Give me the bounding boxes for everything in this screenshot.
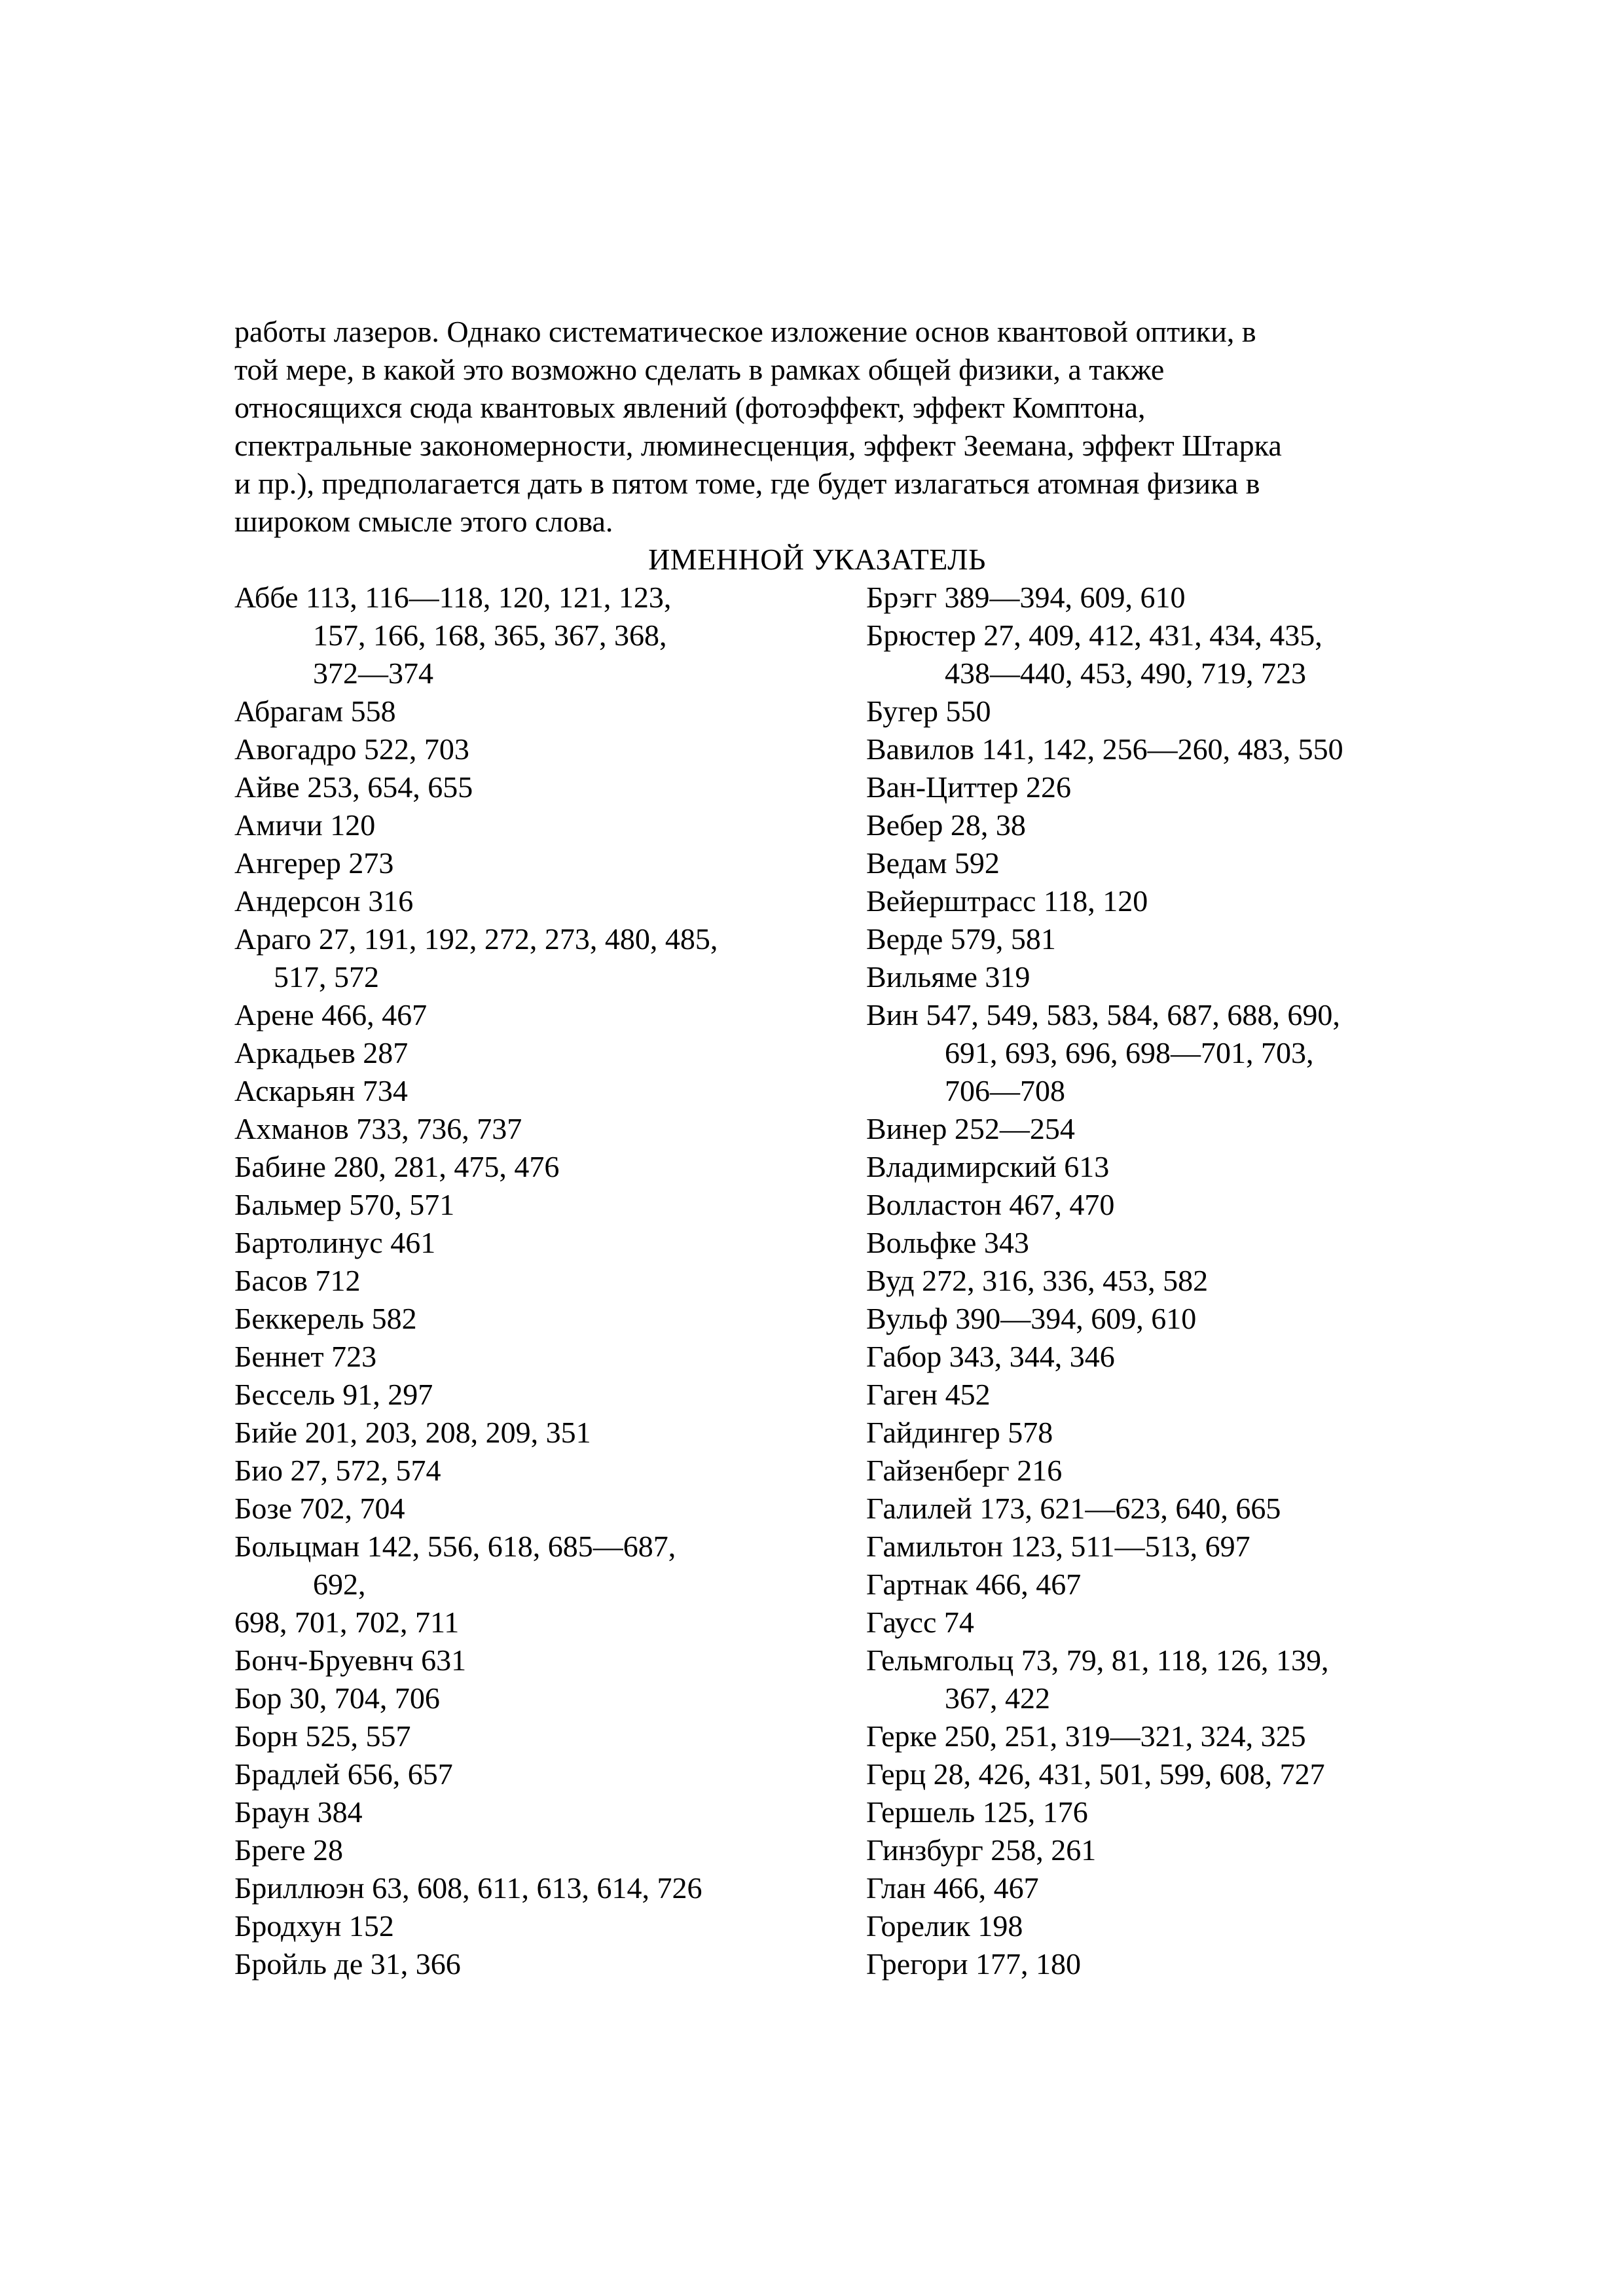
index-entry: Бабине 280, 281, 475, 476 <box>234 1150 560 1183</box>
index-entry: Гинзбург 258, 261 <box>866 1833 1097 1867</box>
index-entry-continuation: 517, 572 <box>274 960 379 994</box>
index-entry: Био 27, 572, 574 <box>234 1454 441 1487</box>
document-page <box>234 313 1400 2018</box>
index-entry: Бугер 550 <box>866 694 991 728</box>
index-entry: Гершель 125, 176 <box>866 1795 1088 1829</box>
index-entry-continuation: 438—440, 453, 490, 719, 723 <box>945 656 1306 690</box>
index-entry-continuation: 372—374 <box>313 656 433 690</box>
index-entry: Галилей 173, 621—623, 640, 665 <box>866 1492 1281 1525</box>
index-entry: Ван-Циттер 226 <box>866 770 1071 804</box>
index-entry: Браун 384 <box>234 1795 363 1829</box>
index-entry: Беккерель 582 <box>234 1302 417 1335</box>
index-entry: Гамильтон 123, 511—513, 697 <box>866 1530 1250 1563</box>
index-entry: Герц 28, 426, 431, 501, 599, 608, 727 <box>866 1757 1325 1791</box>
intro-line: работы лазеров. Однако систематическое изложение основ квантовой оптики, в <box>234 315 1256 348</box>
index-entry: Вавилов 141, 142, 256—260, 483, 550 <box>866 732 1343 766</box>
index-entry-continuation: 706—708 <box>945 1074 1065 1107</box>
index-entry: Бродхун 152 <box>234 1909 394 1943</box>
index-entry: Владимирский 613 <box>866 1150 1110 1183</box>
index-entry: Аббе 113, 116—118, 120, 121, 123, <box>234 581 672 614</box>
index-entry: Бальмер 570, 571 <box>234 1188 455 1221</box>
index-entry: Гаген 452 <box>866 1378 991 1411</box>
intro-line: спектральные закономерности, люминесценция, эффект Зеемана, эффект Штарка <box>234 429 1282 462</box>
index-entry-continuation: 367, 422 <box>945 1681 1050 1715</box>
index-entry: Бройль де 31, 366 <box>234 1947 461 1981</box>
index-entry: Гартнак 466, 467 <box>866 1568 1082 1601</box>
index-entry: Авогадро 522, 703 <box>234 732 469 766</box>
index-entry: Бозе 702, 704 <box>234 1492 405 1525</box>
index-entry: Араго 27, 191, 192, 272, 273, 480, 485, <box>234 922 718 956</box>
index-entry: Габор 343, 344, 346 <box>866 1340 1115 1373</box>
index-entry: Вуд 272, 316, 336, 453, 582 <box>866 1264 1209 1297</box>
index-entry: Гельмгольц 73, 79, 81, 118, 126, 139, <box>866 1643 1329 1677</box>
index-entry: Аскарьян 734 <box>234 1074 408 1107</box>
index-entry: Бриллюэн 63, 608, 611, 613, 614, 726 <box>234 1871 702 1905</box>
index-entry: Брэгг 389—394, 609, 610 <box>866 581 1186 614</box>
index-entry: Вебер 28, 38 <box>866 808 1026 842</box>
intro-line: относящихся сюда квантовых явлений (фотоэффект, эффект Комптона, <box>234 391 1146 424</box>
index-entry: Брадлей 656, 657 <box>234 1757 453 1791</box>
index-column-right <box>866 579 1400 1983</box>
intro-line-last: широком смысле этого слова. <box>234 505 613 538</box>
index-entry: Брюстер 27, 409, 412, 431, 434, 435, <box>866 619 1322 652</box>
index-entry: Гаусс 74 <box>866 1605 974 1639</box>
index-entry: Борн 525, 557 <box>234 1719 411 1753</box>
index-entry: Ахманов 733, 736, 737 <box>234 1112 522 1145</box>
index-entry: Аркадьев 287 <box>234 1036 409 1069</box>
index-entry: Горелик 198 <box>866 1909 1023 1943</box>
index-entry-continuation: 692, <box>313 1568 366 1601</box>
index-columns <box>234 579 1400 2018</box>
index-entry: Амичи 120 <box>234 808 376 842</box>
index-entry: Вульф 390—394, 609, 610 <box>866 1302 1197 1335</box>
index-entry: Герке 250, 251, 319—321, 324, 325 <box>866 1719 1306 1753</box>
index-entry: Бартолинус 461 <box>234 1226 436 1259</box>
index-entry: Бийе 201, 203, 208, 209, 351 <box>234 1416 591 1449</box>
intro-line: той мере, в какой это возможно сделать в рамках общей физики, а также <box>234 353 1165 386</box>
index-entry: Ангерер 273 <box>234 846 394 880</box>
index-entry: Бреге 28 <box>234 1833 344 1867</box>
index-entry: Гайзенберг 216 <box>866 1454 1063 1487</box>
index-heading: ИМЕННОЙ УКАЗАТЕЛЬ <box>648 543 986 576</box>
index-entry: Винер 252—254 <box>866 1112 1075 1145</box>
index-entry: Глан 466, 467 <box>866 1871 1039 1905</box>
intro-paragraph <box>234 313 1400 541</box>
index-entry: Айве 253, 654, 655 <box>234 770 473 804</box>
index-entry: Арене 466, 467 <box>234 998 428 1031</box>
index-entry: Басов 712 <box>234 1264 361 1297</box>
index-entry: Андерсон 316 <box>234 884 414 918</box>
index-entry: Абрагам 558 <box>234 694 396 728</box>
index-entry-continuation: 157, 166, 168, 365, 367, 368, <box>313 619 667 652</box>
index-entry: 698, 701, 702, 711 <box>234 1605 460 1639</box>
index-entry: Гайдингер 578 <box>866 1416 1053 1449</box>
index-entry: Больцман 142, 556, 618, 685—687, <box>234 1530 676 1563</box>
index-entry: Грегори 177, 180 <box>866 1947 1081 1981</box>
index-entry: Ведам 592 <box>866 846 1000 880</box>
index-entry: Вин 547, 549, 583, 584, 687, 688, 690, <box>866 998 1340 1031</box>
index-entry-continuation: 691, 693, 696, 698—701, 703, <box>945 1036 1314 1069</box>
index-entry: Вейерштрасс 118, 120 <box>866 884 1148 918</box>
intro-line: и пр.), предполагается дать в пятом томе, где будет излагаться атомная физика в <box>234 467 1260 500</box>
index-entry: Вильяме 319 <box>866 960 1030 994</box>
index-entry: Вольфке 343 <box>866 1226 1029 1259</box>
index-column-left <box>234 579 863 1983</box>
index-entry: Бессель 91, 297 <box>234 1378 433 1411</box>
index-entry: Беннет 723 <box>234 1340 377 1373</box>
index-entry: Верде 579, 581 <box>866 922 1056 956</box>
index-entry: Бор 30, 704, 706 <box>234 1681 440 1715</box>
index-entry: Волластон 467, 470 <box>866 1188 1115 1221</box>
index-entry: Бонч-Бруевнч 631 <box>234 1643 467 1677</box>
